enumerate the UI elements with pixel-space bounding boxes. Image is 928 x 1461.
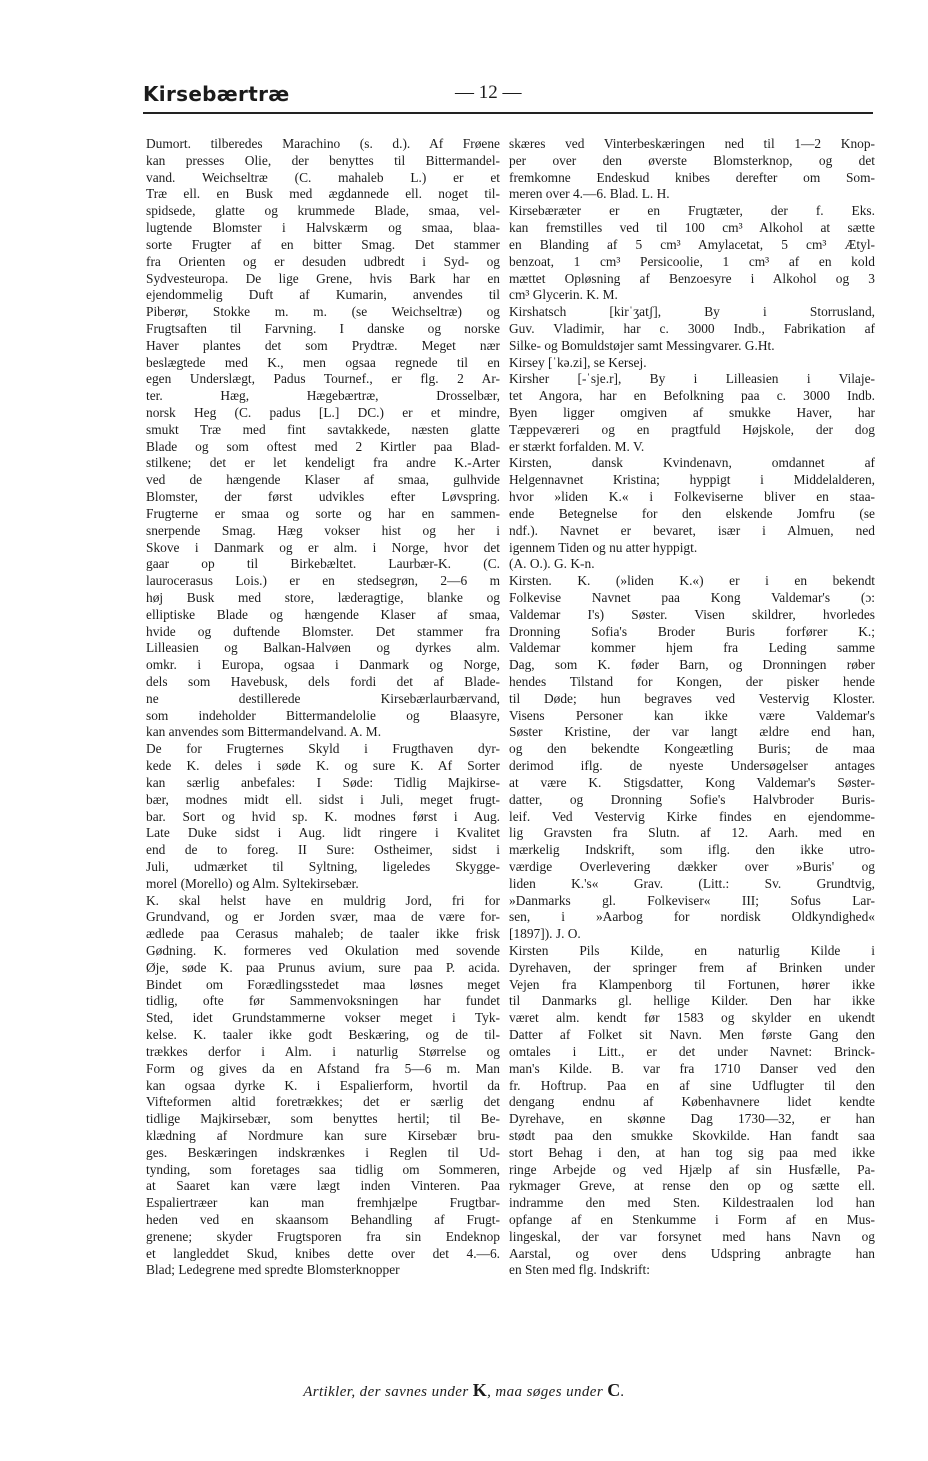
text-line: omtales i Litt., er det under Navnet: Brinck- xyxy=(509,1043,875,1059)
page-header xyxy=(143,78,871,112)
text-line: vand. Weichseltræ (C. mahaleb L.) er et xyxy=(146,169,500,185)
text-line: fr. Hoftrup. Paa en af sine Udflugter til den xyxy=(509,1077,875,1093)
text-line: indramme den med Sten. Kildestraalen lod han xyxy=(509,1195,875,1211)
text-line: »Danmarks gl. Folkeviser« III; Sofus Lar- xyxy=(509,892,875,908)
text-line: [1897]). J. O. xyxy=(509,926,581,942)
text-line: Juli, udmærket til Syltning, ligeledes Skygge- xyxy=(146,858,500,874)
text-line: Vifteformen altid foretrækkes; det er særlig det xyxy=(146,1094,500,1110)
text-line: Dronning Sofia's Broder Buris forfører K.; xyxy=(509,623,875,639)
text-line: en Blanding af 5 cm³ Amylacetat, 5 cm³ Ætyl- xyxy=(509,236,875,252)
text-line: Vejen fra Klampenborg til Fortunen, hører ikke xyxy=(509,976,875,992)
footer-note xyxy=(0,1380,928,1401)
text-line: benzoat, 1 cm³ Persicoolie, 1 cm³ af en kold xyxy=(509,253,875,269)
text-line: ende Betegnelse for den elskende Jomfru (se xyxy=(509,505,875,521)
text-line: spidsede, glatte og krummede Blade, smaa, vel- xyxy=(146,203,500,219)
text-line: ges. Beskæringen indskrænkes i Reglen til Ud- xyxy=(146,1144,500,1160)
text-line: ndf.). Navnet er bevaret, især i Almuen, ned xyxy=(509,522,875,538)
text-line: end de to foreg. II Sure: Ostheimer, sidst i xyxy=(146,842,500,858)
text-line: sorte Frugter af en bitter Smag. Det stammer xyxy=(146,236,500,252)
text-line: Silke- og Bomuldstøjer samt Messingvarer. G.Ht. xyxy=(509,337,775,353)
text-line: værdige Overlevering dækker over »Buris' og xyxy=(509,858,875,874)
text-line: et langleddet Skud, knibes dette over det 4.—6. xyxy=(146,1245,500,1261)
text-line: som indeholder Bittermandelolie og Blaasyre, xyxy=(146,707,500,723)
text-line: Søster Kristine, der var langt ældre end han, xyxy=(509,724,875,740)
text-line: ringe Arbejde og ved Hjælp af sin Husfælle, Pa- xyxy=(509,1161,875,1177)
text-line: tynding, som foretages saa tidlig om Sommeren, xyxy=(146,1161,500,1177)
text-line: lingeskal, der var forsynet med hans Navn og xyxy=(509,1228,875,1244)
text-line: høj Busk med store, læderagtige, blanke og xyxy=(146,589,500,605)
text-line: Træ ell. en Busk med ægdannede ell. noget til- xyxy=(146,186,500,202)
text-line: sen, i »Aarbog for nordisk Oldkyndighed« xyxy=(509,909,875,925)
text-line: Kirsey [ˈkə.zi], se Kersej. xyxy=(509,354,647,370)
text-line: lig Gravsten fra Slutn. af 12. Aarh. med en xyxy=(509,825,875,841)
header-rule xyxy=(143,112,873,114)
text-line: datter, og Dronning Sofie's Halvbroder Buris- xyxy=(509,791,875,807)
text-line: gaar op til Birkebæltet. Laurbær-K. (C. xyxy=(146,556,500,572)
text-line: Skove i Danmark og er alm. i Norge, hvor det xyxy=(146,539,500,555)
text-line: grenene; skyder Frugtsporen fra sin Endeknop xyxy=(146,1228,500,1244)
text-line: Sted, idet Grundstammerne vokser meget i Tyk- xyxy=(146,1010,500,1026)
text-line: Øje, søde K. paa Prunus avium, sure paa P. acida. xyxy=(146,959,500,975)
text-line: laurocerasus Lois.) er en stedsegrøn, 2—6 m xyxy=(146,573,500,589)
text-line: Guv. Vladimir, har c. 3000 Indb., Fabrikation af xyxy=(509,320,875,336)
text-line: opfange af en Stenkumme i Form af en Mus- xyxy=(509,1212,875,1227)
text-line: en Sten med flg. Indskrift: xyxy=(509,1262,650,1278)
text-line: hendes Tilstand for Kongen, der pisker hende xyxy=(509,674,875,689)
text-line: at Saaret kan være lægt inden Vinteren. Paa xyxy=(146,1178,500,1194)
text-line: fra Orienten og er desuden udbredt i Syd- og xyxy=(146,253,500,269)
text-line: ne destillerede Kirsebærlaurbærvand, xyxy=(146,690,500,706)
text-line: Piberør, Stokke m. m. (se Weichseltræ) og xyxy=(146,304,500,320)
text-line: Late Duke sidst i Aug. lidt ringere i Kvalitet xyxy=(146,825,500,841)
text-line: kan ogsaa dyrke K. i Espalierform, hvortil da xyxy=(146,1077,500,1093)
text-line: fremkomne Endeskud knibes derefter om Som- xyxy=(509,169,875,185)
text-line: smukt Træ med fint savtakkede, næsten glatte xyxy=(146,421,500,437)
text-line: kan særlig anbefales: I Søde: Tidlig Majkirse- xyxy=(146,774,500,790)
text-line: hvide og duftende Blomster. Det stammer fra xyxy=(146,623,500,639)
text-line: Visens Personer kan ikke være Valdemar's xyxy=(509,707,875,723)
text-line: at være K. Stigsdatter, Kong Valdemar's Søster- xyxy=(509,774,875,790)
text-line: leif. Ved Vestervig Kirke findes en ejendomme- xyxy=(509,808,875,824)
text-line: Haver plantes det som Prydtræ. Meget nær xyxy=(146,337,500,353)
text-line: tidlig, ofte før Sammenvoksningen har fundet xyxy=(146,993,500,1009)
text-line: Bindet om Forædlingsstedet maa løsnes meget xyxy=(146,976,500,992)
text-line: Tæppeværeri og en pragtfuld Højskole, der dog xyxy=(509,421,875,437)
text-line: mærkelig Indskrift, som iflg. den ikke utro- xyxy=(509,842,875,858)
text-line: heden ved en skaansom Behandling af Frugt- xyxy=(146,1212,500,1227)
text-line: Dumort. tilberedes Marachino (s. d.). Af Frøene xyxy=(146,136,500,151)
page-number: — 12 — xyxy=(455,82,522,103)
text-line: Aarstal, og over dens Udspring anbragte han xyxy=(509,1245,875,1261)
text-line: snerpende Smag. Hæg vokser hist og her i xyxy=(146,522,500,538)
text-line: Helgennavnet Kristina; hyppigt i Middelalderen, xyxy=(509,472,875,488)
text-line: Blad; Ledegrene med spredte Blomsterknopper xyxy=(146,1262,400,1278)
text-line: Dyrehaven, der springer frem af Brinken under xyxy=(509,959,875,975)
text-line: beslægtede med K., men ogsaa regnede til en xyxy=(146,354,500,370)
footer-text-1: Artikler, der savnes under xyxy=(303,1384,473,1400)
text-line: Sydvesteuropa. De lige Grene, hvis Bark har en xyxy=(146,270,500,286)
text-line: Espaliertræer kan man fremhjælpe Frugtbar- xyxy=(146,1195,500,1211)
text-line: trækkes derfor i Alm. i naturlig Størrelse og xyxy=(146,1043,500,1059)
footer-text-3: . xyxy=(620,1384,625,1400)
text-line: Kirsten, dansk Kvindenavn, omdannet af xyxy=(509,455,875,471)
running-head-word: Kirsebærtræ xyxy=(143,82,290,106)
text-line: elliptiske Blade og hængende Klaser af smaa, xyxy=(146,606,500,622)
text-line: norsk Heg (C. padus [L.] DC.) er et mindre, xyxy=(146,405,500,420)
text-line: kede K. deles i søde K. og sure K. Af Sorter xyxy=(146,758,500,774)
text-line: Kirsten Pils Kilde, en naturlig Kilde i xyxy=(509,943,875,958)
text-line: Blade og som oftest med 2 Kirtler paa Blad- xyxy=(146,438,500,454)
text-line: klædning af Nordmure kan sure Kirsebær bru- xyxy=(146,1127,500,1143)
text-line: stort Behag i den, at han tog sig paa med ikke xyxy=(509,1144,875,1160)
text-line: kan presses Olie, der benyttes til Bittermandel- xyxy=(146,152,500,168)
text-line: er stærkt forfalden. M. V. xyxy=(509,438,645,454)
text-line: hvor »liden K.« i Folkeviserne bliver en staa- xyxy=(509,489,875,505)
text-line: været alm. kendt før 1583 og skylder en ukendt xyxy=(509,1010,875,1026)
text-line: Kirsher [-ˈsje.r], By i Lilleasien i Vilaje- xyxy=(509,371,875,387)
text-line: lugtende Blomster i Halvskærm og smaa, blaa- xyxy=(146,220,500,236)
text-line: kelse. K. taaler ikke godt Beskæring, og de til- xyxy=(146,1027,500,1043)
text-line: ædlede paa Cerasus mahaleb; de taaler ikke frisk xyxy=(146,926,500,942)
text-line: Kirshatsch [kirˈʒatʃ], By i Storrusland, xyxy=(509,304,875,320)
text-line: per over den øverste Blomsterknop, og det xyxy=(509,152,875,168)
text-line: Form og gives da en Afstand fra 5—6 m. Man xyxy=(146,1060,500,1076)
text-line: kan fremstilles ved til 100 cm³ Alkohol at sætte xyxy=(509,220,875,236)
text-line: Gødning. K. formeres ved Okulation med sovende xyxy=(146,943,500,958)
text-line: morel (Morello) og Alm. Syltekirsebær. xyxy=(146,875,359,891)
footer-text-2: , maa søges under xyxy=(487,1384,608,1400)
text-line: Grundvand, og er Jorden svær, maa de være for- xyxy=(146,909,500,925)
text-line: cm³ Glycerin. K. M. xyxy=(509,287,618,303)
text-line: skæres ved Vinterbeskæringen ned til 1—2 Knop- xyxy=(509,136,875,151)
text-line: ejendommelig Duft af Kumarin, anvendes til xyxy=(146,287,500,303)
text-line: stødt paa den smukke Skovkilde. Han fandt saa xyxy=(509,1127,875,1143)
text-line: Kirsten. K. (»liden K.«) er i en bekendt xyxy=(509,573,875,589)
text-line: dengang endnu af Københavnere lidet kendte xyxy=(509,1094,875,1110)
text-line: Datter af Folket sit Navn. Men første Gang den xyxy=(509,1027,875,1043)
text-line: ved de hængende Klaser af smaa, gulhvide xyxy=(146,472,500,488)
text-line: liden K.'s« Grav. (Litt.: Sv. Grundtvig, xyxy=(509,875,875,891)
text-line: K. skal helst have en muldrig Jord, fri for xyxy=(146,892,500,908)
text-line: til Døde; hun begraves ved Vestervig Kloster. xyxy=(509,690,875,706)
text-line: (A. O.). G. K-n. xyxy=(509,556,595,572)
text-line: meren over 4.—6. Blad. L. H. xyxy=(509,186,670,202)
text-line: og den bekendte Kongeætling Buris; de maa xyxy=(509,741,875,757)
text-line: egen Underslægt, Padus Tournef., er flg. 2 Ar- xyxy=(146,371,500,387)
text-line: dels som Havebusk, dels fordi det af Blade- xyxy=(146,674,500,689)
text-line: igennem Tiden og nu atter hyppigt. xyxy=(509,539,698,555)
text-line: Blomster, der først udvikles efter Løvspring. xyxy=(146,489,500,505)
text-line: tet Angora, har en Befolkning paa c. 3000 Indb. xyxy=(509,388,875,404)
text-line: Valdemar kommer hjem fra Leding samme xyxy=(509,640,875,656)
text-line: Frugtsaften til Farvning. I danske og norske xyxy=(146,320,500,336)
text-line: Dag, som K. føder Barn, og Dronningen røber xyxy=(509,657,875,673)
text-line: Byen ligger omgiven af smukke Haver, har xyxy=(509,405,875,420)
text-line: til Danmarks gl. hellige Kilder. Den har ikke xyxy=(509,993,875,1009)
text-line: Lilleasien og Balkan-Halvøen og dyrkes alm. xyxy=(146,640,500,656)
text-line: bær, modnes midt ell. sidst i Juli, meget frugt- xyxy=(146,791,500,807)
text-line: Folkevise Navnet paa Kong Valdemar's (ɔ: xyxy=(509,589,875,605)
text-line: mættet Opløsning af Benzoesyre i Alkohol og 3 xyxy=(509,270,875,286)
text-line: man's Kilde. B. var fra 1710 Danser ved den xyxy=(509,1060,875,1076)
text-line: Kirsebæræter er en Frugtæter, der f. Eks. xyxy=(509,203,875,219)
text-line: Frugterne er smaa og sorte og har en sammen- xyxy=(146,505,500,521)
text-line: Valdemar I's) Søster. Visen skildrer, hvorledes xyxy=(509,606,875,622)
footer-letter-k: K xyxy=(472,1380,488,1400)
text-line: kan anvendes som Bittermandelvand. A. M. xyxy=(146,724,382,740)
text-line: bar. Sort og hvid sp. K. modnes først i Aug. xyxy=(146,808,500,824)
text-line: Dyrehave, en skønne Dag 1730—32, er han xyxy=(509,1111,875,1127)
text-line: ter. Hæg, Hægebærtræ, Drosselbær, xyxy=(146,388,500,404)
footer-letter-c: C xyxy=(607,1380,621,1400)
text-line: tidlige Majkirsebær, som benyttes hertil; til Be- xyxy=(146,1111,500,1127)
left-column xyxy=(146,136,500,1279)
text-line: De for Frugternes Skyld i Frugthaven dyr- xyxy=(146,741,500,757)
text-line: omkr. i Europa, ogsaa i Danmark og Norge, xyxy=(146,657,500,673)
text-line: rykmager Greve, at rense den op og sætte ell. xyxy=(509,1178,875,1194)
right-column xyxy=(509,136,875,1279)
text-line: stilkene; det er let kendeligt fra andre K.-Arter xyxy=(146,455,500,471)
text-line: derimod iflg. de nyeste Undersøgelser antages xyxy=(509,758,875,774)
